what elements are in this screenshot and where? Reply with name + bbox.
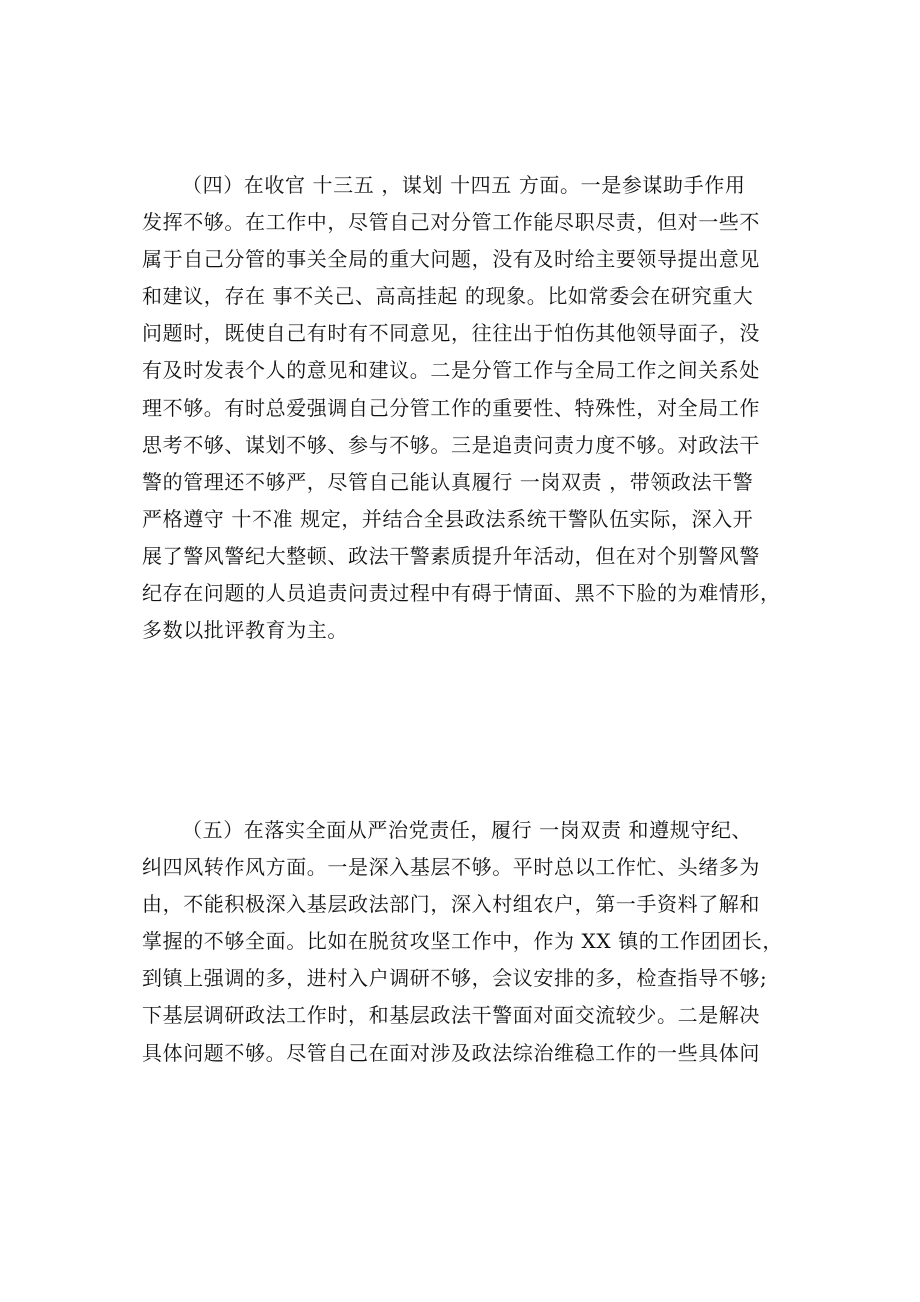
paragraph-line: 到镇上强调的多，进村入户调研不够，会议安排的多，检查指导不够; (142, 966, 768, 991)
paragraph-line: 警的管理还不够严，尽管自己能认真履行 一岗双责 ，带领政法干警 (142, 469, 754, 494)
paragraph-line: 理不够。有时总爱强调自己分管工作的重要性、特殊性，对全局工作 (142, 395, 760, 420)
paragraph-section-4 (142, 167, 782, 649)
paragraph-line: 掌握的不够全面。比如在脱贫攻坚工作中，作为 XX 镇的工作团团长， (142, 929, 783, 954)
paragraph-line: 思考不够、谋划不够、参与不够。三是追责问责力度不够。对政法干 (142, 432, 760, 457)
paragraph-section-5 (142, 812, 782, 1072)
paragraph-line: 严格遵守 十不准 规定，并结合全县政法系统干警队伍实际，深入开 (142, 506, 754, 531)
paragraph-line: 具体问题不够。尽管自己在面对涉及政法综治维稳工作的一些具体问 (142, 1040, 760, 1065)
paragraph-line: 发挥不够。在工作中，尽管自己对分管工作能尽职尽责，但对一些不 (142, 210, 760, 235)
paragraph-line: 纪存在问题的人员追责问责过程中有碍于情面、黑不下脸的为难情形， (142, 581, 781, 606)
paragraph-line: （四）在收官 十三五 ，谋划 十四五 方面。一是参谋助手作用 (182, 173, 746, 197)
paragraph-line: 纠四风转作风方面。一是深入基层不够。平时总以工作忙、头绪多为 (142, 855, 760, 880)
paragraph-line: 由，不能积极深入基层政法部门，深入村组农户，第一手资料了解和 (142, 892, 760, 917)
paragraph-line: 问题时，既使自己有时有不同意见，往往出于怕伤其他领导面子，没 (142, 321, 760, 346)
paragraph-line: 多数以批评教育为主。 (142, 618, 348, 643)
paragraph-line: （五）在落实全面从严治党责任，履行 一岗双责 和遵规守纪、 (182, 818, 753, 842)
paragraph-line: 下基层调研政法工作时，和基层政法干警面对面交流较少。二是解决 (142, 1003, 760, 1028)
paragraph-line: 和建议，存在 事不关己、高高挂起 的现象。比如常委会在研究重大 (142, 284, 754, 309)
paragraph-line: 展了警风警纪大整顿、政法干警素质提升年活动，但在对个别警风警 (142, 543, 760, 568)
paragraph-line: 属于自己分管的事关全局的重大问题，没有及时给主要领导提出意见 (142, 247, 760, 272)
paragraph-line: 有及时发表个人的意见和建议。二是分管工作与全局工作之间关系处 (142, 358, 760, 383)
